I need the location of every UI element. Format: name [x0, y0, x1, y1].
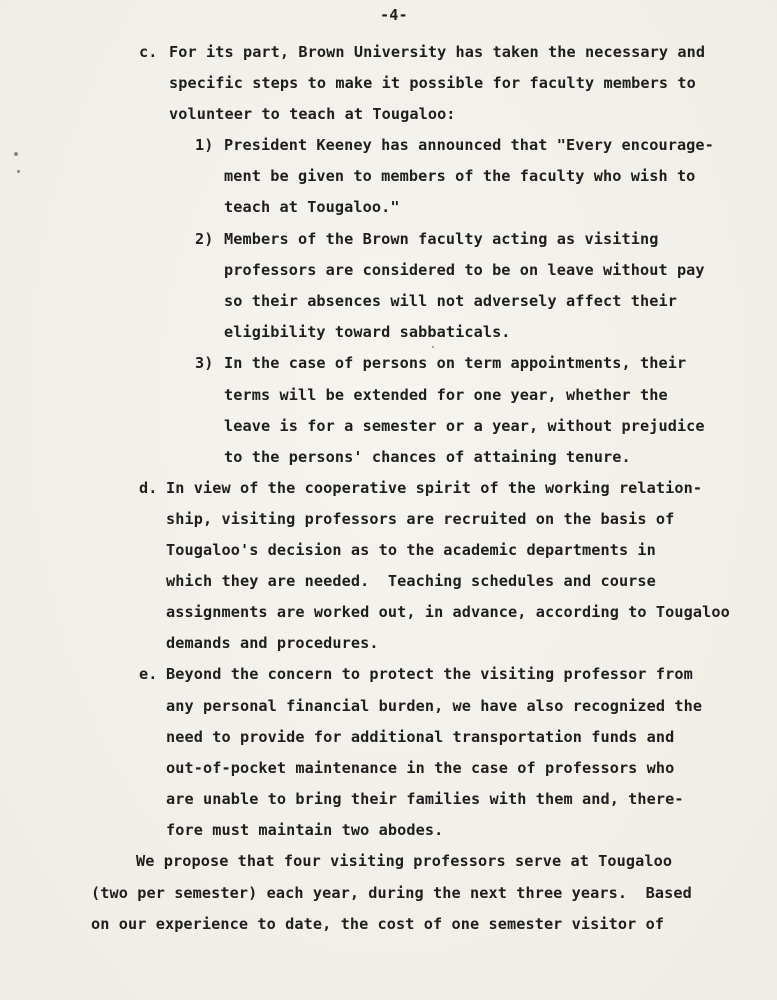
paragraph-line: any personal financial burden, we have also recognized the: [166, 697, 703, 715]
paragraph-line: We propose that four visiting professors serve at Tougaloo: [136, 852, 673, 870]
paragraph-line: leave is for a semester or a year, without prejudice: [224, 417, 705, 435]
page-number: -4-: [380, 6, 408, 24]
paragraph-line: For its part, Brown University has taken the necessary and: [169, 43, 706, 61]
paragraph-line: specific steps to make it possible for faculty members to: [169, 74, 696, 92]
paragraph-line: eligibility toward sabbaticals.: [224, 323, 511, 341]
paragraph-line: In view of the cooperative spirit of the working relation-: [166, 479, 703, 497]
paragraph-line: so their absences will not adversely affect their: [224, 292, 677, 310]
paragraph-line: Tougaloo's decision as to the academic departments in: [166, 541, 656, 559]
paragraph-line: teach at Tougaloo.": [224, 198, 400, 216]
paragraph-line: are unable to bring their families with them and, there-: [166, 790, 684, 808]
item-e-marker: e.: [139, 665, 158, 683]
paragraph-line: which they are needed. Teaching schedules and course: [166, 572, 656, 590]
paragraph-line: assignments are worked out, in advance, according to Tougaloo: [166, 603, 730, 621]
paragraph-line: to the persons' chances of attaining tenure.: [224, 448, 631, 466]
subitem-1-marker: 1): [195, 136, 214, 154]
paragraph-line: need to provide for additional transportation funds and: [166, 728, 675, 746]
paragraph-line: In the case of persons on term appointments, their: [224, 354, 687, 372]
paragraph-line: terms will be extended for one year, whether the: [224, 386, 668, 404]
paragraph-line: professors are considered to be on leave without pay: [224, 261, 705, 279]
subitem-2-marker: 2): [195, 230, 214, 248]
item-d-marker: d.: [139, 479, 158, 497]
paragraph-line: fore must maintain two abodes.: [166, 821, 444, 839]
subitem-3-marker: 3): [195, 354, 214, 372]
paragraph-line: on our experience to date, the cost of one semester visitor of: [91, 915, 665, 933]
paper-speck: [14, 152, 18, 156]
paper-speck: [17, 170, 20, 173]
paragraph-line: President Keeney has announced that "Every encourage-: [224, 136, 714, 154]
paper-speck: [432, 346, 434, 348]
paragraph-line: ship, visiting professors are recruited on the basis of: [166, 510, 675, 528]
paragraph-line: ment be given to members of the faculty who wish to: [224, 167, 696, 185]
paragraph-line: Beyond the concern to protect the visiting professor from: [166, 665, 693, 683]
paragraph-line: (two per semester) each year, during the next three years. Based: [91, 884, 692, 902]
paragraph-line: demands and procedures.: [166, 634, 379, 652]
paragraph-line: volunteer to teach at Tougaloo:: [169, 105, 456, 123]
item-c-marker: c.: [139, 43, 158, 61]
paragraph-line: out-of-pocket maintenance in the case of professors who: [166, 759, 675, 777]
paragraph-line: Members of the Brown faculty acting as visiting: [224, 230, 659, 248]
